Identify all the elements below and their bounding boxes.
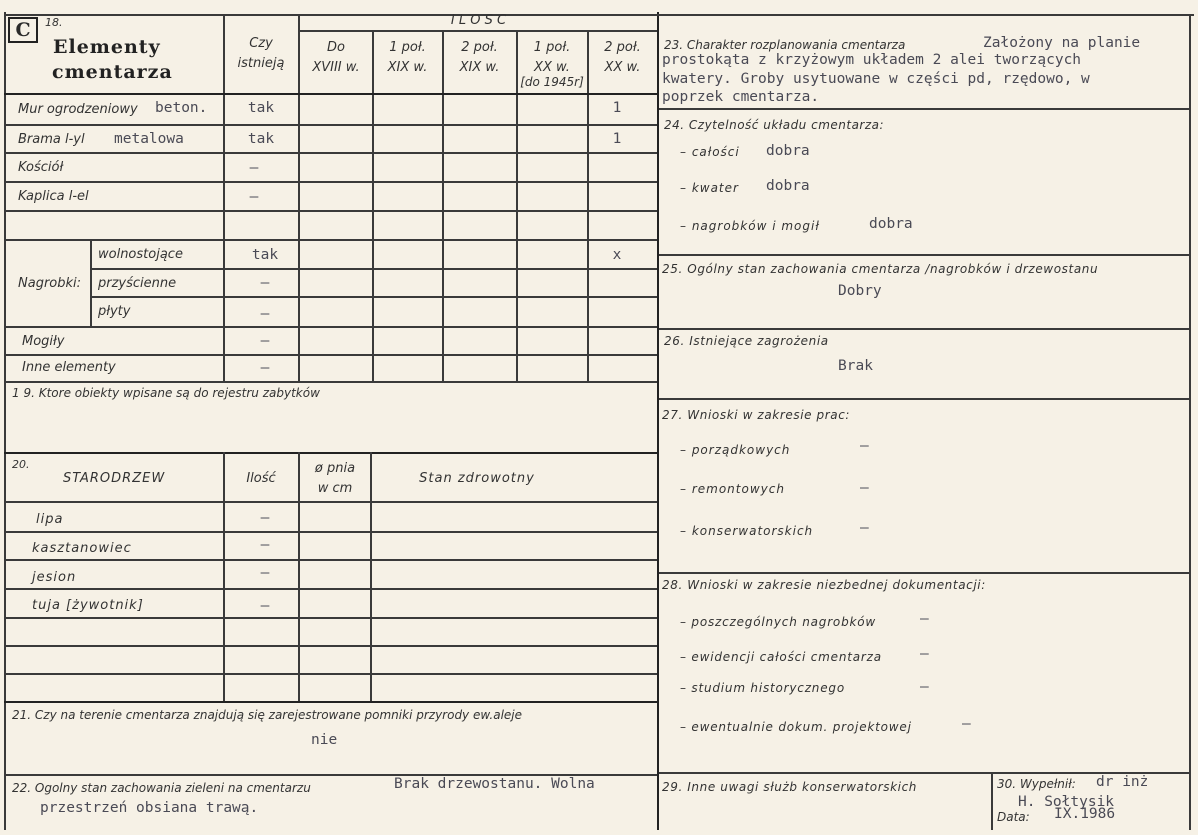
section22-answer-line1: Brak drzewostanu. Wolna <box>394 776 595 792</box>
section30-label: 30. Wypełnił: <box>997 777 1076 791</box>
date-label: Data: <box>997 810 1030 824</box>
prace-porzadkowych-value: – <box>860 438 869 454</box>
row-brama-label: Brama l-yl <box>18 132 85 147</box>
starodrzew-pien-header2: w cm <box>317 481 353 496</box>
dok-studium-value: – <box>920 679 929 695</box>
col-czy-line2: istnieją <box>237 56 285 71</box>
section24-label: 24. Czytelność układu cmentarza: <box>664 118 885 132</box>
dok-nagrobkow-value: – <box>920 611 929 627</box>
prace-konserwatorskich-value: – <box>860 520 869 536</box>
row-brama-count: 1 <box>612 131 622 147</box>
col-czy-line1: Czy <box>249 36 273 51</box>
row-kaplica-czy: – <box>249 189 259 205</box>
section23-label: 23. Charakter rozplanowania cmentarza <box>664 38 906 52</box>
section18-title-line2: cmentarza <box>52 61 173 83</box>
dok-studium-label: – studium historycznego <box>680 681 845 695</box>
section23-answer-line1: Założony na planie <box>983 35 1141 51</box>
row-inne-czy: – <box>260 360 270 376</box>
tree-jesion: jesion <box>32 570 77 585</box>
dok-nagrobkow-label: – poszczególnych nagrobków <box>680 615 876 629</box>
tree-kasztanowiec-ilosc: – <box>260 537 270 553</box>
row-kosciol-label: Kościół <box>18 160 64 175</box>
tree-jesion-ilosc: – <box>260 565 270 581</box>
section20-number: 20. <box>12 458 30 471</box>
section25-label: 25. Ogólny stan zachowania cmentarza /nagrobków i drzewostanu <box>662 262 1099 276</box>
section26-label: 26. Istniejące zagrożenia <box>664 334 829 348</box>
nagrobki-wolnostojace-mark: x <box>612 247 622 263</box>
col-1pol19-line2: XIX w. <box>387 60 428 75</box>
section23-answer-line3: kwatery. Groby usytuowane w części pd, rzędowo, w <box>662 71 1090 87</box>
section23-answer-line2: prostokąta z krzyżowym układem 2 alei tworzących <box>662 52 1082 68</box>
czytelnosc-calosci-label: – całości <box>680 145 740 159</box>
tree-tuja: tuja [żywotnik] <box>32 598 144 613</box>
row-kaplica-label: Kaplica l-el <box>18 189 89 204</box>
dok-projektowej-value: – <box>962 716 971 732</box>
date-value: IX.1986 <box>1054 806 1116 822</box>
dok-projektowej-label: – ewentualnie dokum. projektowej <box>680 720 912 734</box>
nagrobki-przyscienne-czy: – <box>260 275 270 291</box>
wypelnil-name: H. Sołtysik <box>1018 794 1115 810</box>
nagrobki-przyscienne-label: przyścienne <box>98 276 177 291</box>
starodrzew-stan-header: Stan zdrowotny <box>419 471 535 486</box>
section18-number: 18. <box>45 16 63 29</box>
section23-answer-line4: poprzek cmentarza. <box>662 89 820 105</box>
wypelnil-title: dr inż <box>1096 774 1149 790</box>
prace-porzadkowych-label: – porządkowych <box>680 443 791 457</box>
row-mogily-czy: – <box>260 333 270 349</box>
nagrobki-wolnostojace-czy: tak <box>251 247 279 263</box>
row-mur-label: Mur ogrodzeniowy <box>18 102 138 117</box>
row-inne-label: Inne elementy <box>22 360 116 375</box>
col-2pol19-line1: 2 poł. <box>461 40 498 55</box>
col-1pol20-line1: 1 poł. <box>533 40 571 55</box>
section27-label: 27. Wnioski w zakresie prac: <box>662 408 851 422</box>
section21-answer: nie <box>311 732 338 748</box>
col-2pol19-line2: XIX w. <box>459 60 500 75</box>
section28-label: 28. Wnioski w zakresie niezbednej dokumentacji: <box>662 578 986 592</box>
section26-answer: Brak <box>838 358 873 374</box>
starodrzew-ilosc-header: Ilość <box>246 471 276 486</box>
czytelnosc-nagrobkow-label: – nagrobków i mogił <box>680 219 820 233</box>
row-brama-typed: metalowa <box>114 131 184 147</box>
dok-ewidencji-label: – ewidencji całości cmentarza <box>680 650 882 664</box>
czytelnosc-kwater-value: dobra <box>766 178 810 194</box>
czytelnosc-nagrobkow-value: dobra <box>869 216 913 232</box>
starodrzew-pien-header1: ø pnia <box>314 461 356 476</box>
section-letter-box: C <box>8 17 38 43</box>
col-1pol19-line1: 1 poł. <box>389 40 426 55</box>
czytelnosc-kwater-label: – kwater <box>680 181 739 195</box>
row-brama-czy: tak <box>247 131 275 147</box>
tree-lipa: lipa <box>36 512 64 527</box>
col-do-line1: Do <box>327 40 345 55</box>
col-1pol20-line3: [do 1945r] <box>520 75 584 89</box>
col-1pol20-line2: XX w. <box>534 60 570 75</box>
nagrobki-plyty-czy: – <box>260 306 270 322</box>
col-do-line2: XVIII w. <box>312 60 360 75</box>
section19-label: 1 9. Ktore obiekty wpisane są do rejestru zabytków <box>12 386 320 400</box>
czytelnosc-calosci-value: dobra <box>766 143 810 159</box>
prace-remontowych-value: – <box>860 480 869 496</box>
ilosc-header: I L O S C <box>450 13 507 28</box>
starodrzew-header: STARODRZEW <box>63 471 166 486</box>
prace-remontowych-label: – remontowych <box>680 482 785 496</box>
dok-ewidencji-value: – <box>920 646 929 662</box>
tree-tuja-ilosc: – <box>260 598 270 614</box>
nagrobki-label: Nagrobki: <box>18 276 82 291</box>
row-kosciol-czy: – <box>249 160 259 176</box>
section22-label: 22. Ogolny stan zachowania zieleni na cmentarzu <box>12 781 311 795</box>
row-mur-typed: beton. <box>155 100 208 116</box>
section25-answer: Dobry <box>838 283 882 299</box>
tree-kasztanowiec: kasztanowiec <box>32 541 132 556</box>
row-mur-count: 1 <box>612 100 622 116</box>
section22-answer-line2: przestrzeń obsiana trawą. <box>40 800 259 816</box>
section29-label: 29. Inne uwagi służb konserwatorskich <box>662 780 917 794</box>
prace-konserwatorskich-label: – konserwatorskich <box>680 524 814 538</box>
section18-title-line1: Elementy <box>53 36 161 58</box>
nagrobki-plyty-label: płyty <box>98 304 131 319</box>
col-2pol20-line1: 2 poł. <box>604 40 641 55</box>
row-mur-czy: tak <box>247 100 275 116</box>
section21-label: 21. Czy na terenie cmentarza znajdują się zarejestrowane pomniki przyrody ew.aleje <box>12 708 523 722</box>
row-mogily-label: Mogiły <box>22 334 65 349</box>
tree-lipa-ilosc: – <box>260 510 270 526</box>
col-2pol20-line2: XX w. <box>604 60 641 75</box>
nagrobki-wolnostojace-label: wolnostojące <box>98 247 183 262</box>
